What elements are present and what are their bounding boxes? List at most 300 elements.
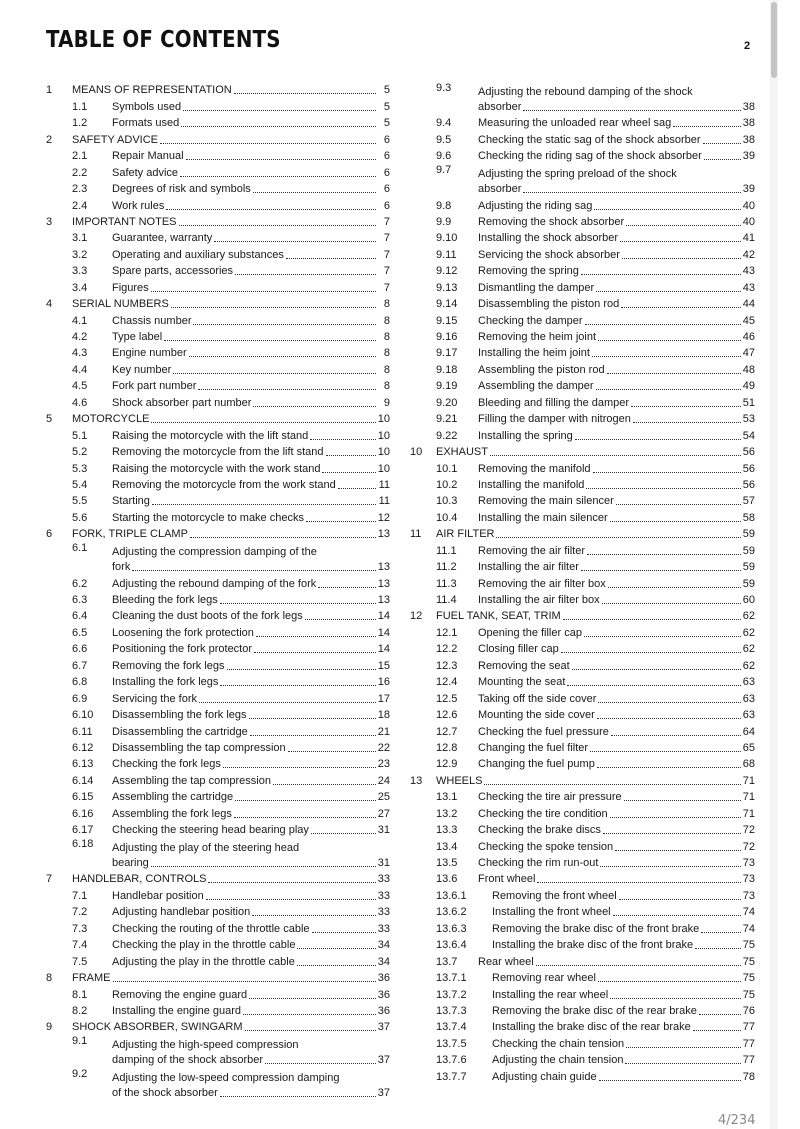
toc-entry[interactable] — [410, 1067, 755, 1083]
toc-leader-dots — [312, 932, 376, 933]
toc-entry-number: 13.4 — [436, 840, 458, 853]
toc-entry-number: 13.7 — [436, 955, 458, 968]
toc-entry-title-continued: absorber — [478, 100, 522, 113]
toc-entry[interactable] — [410, 360, 755, 376]
toc-leader-dots — [223, 767, 376, 768]
toc-leader-dots — [180, 176, 376, 177]
toc-entry-page: 23 — [377, 758, 390, 771]
toc-entry[interactable] — [410, 344, 755, 360]
toc-entry-title: Rear wheel — [478, 955, 534, 968]
scrollbar-thumb[interactable] — [771, 2, 777, 78]
toc-entry[interactable] — [410, 755, 755, 771]
toc-entry[interactable] — [410, 558, 755, 574]
toc-entry-title: Checking the play in the throttle cable — [112, 939, 296, 952]
toc-leader-dots — [536, 965, 741, 966]
toc-entry[interactable] — [46, 623, 390, 639]
toc-entry-page: 62 — [742, 643, 755, 656]
toc-entry-page: 33 — [377, 873, 390, 886]
toc-entry[interactable] — [46, 278, 390, 294]
toc-entry-title: Removing the fork legs — [112, 659, 225, 672]
toc-entry-title: Removing the brake disc of the rear brake — [492, 1004, 697, 1017]
toc-entry[interactable] — [46, 410, 390, 426]
toc-leader-dots — [695, 948, 741, 949]
toc-entry-title: Bleeding the fork legs — [112, 594, 218, 607]
toc-entry-title: Opening the filler cap — [478, 626, 582, 639]
toc-leader-dots — [523, 192, 740, 193]
toc-leader-dots — [631, 406, 741, 407]
toc-entry-title-continued: bearing — [112, 857, 149, 870]
toc-entry[interactable] — [46, 739, 390, 755]
toc-entry[interactable] — [410, 591, 755, 607]
toc-entry-number: 12.8 — [436, 741, 458, 754]
toc-entry[interactable] — [46, 130, 390, 146]
toc-entry-title: Removing the air filter — [478, 544, 585, 557]
toc-leader-dots — [206, 899, 376, 900]
toc-entry-page: 6 — [383, 183, 390, 196]
toc-entry-number: 4.4 — [72, 363, 88, 376]
toc-entry[interactable] — [410, 262, 755, 278]
toc-leader-dots — [613, 915, 741, 916]
toc-entry-page: 8 — [383, 314, 390, 327]
toc-entry-title: Removing the engine guard — [112, 988, 248, 1001]
toc-entry[interactable] — [410, 245, 755, 261]
toc-entry-title: Checking the damper — [478, 314, 583, 327]
toc-entry[interactable] — [46, 492, 390, 508]
toc-entry[interactable] — [410, 508, 755, 524]
toc-entry[interactable] — [46, 114, 390, 130]
toc-entry-page: 31 — [377, 824, 390, 837]
toc-entry-title-continued: fork — [112, 561, 131, 574]
toc-entry-page: 38 — [742, 133, 755, 146]
toc-entry-page: 77 — [742, 1054, 755, 1067]
toc-entry-number: 2.1 — [72, 150, 88, 163]
toc-entry[interactable] — [46, 147, 390, 163]
toc-entry[interactable] — [46, 591, 390, 607]
toc-entry[interactable] — [410, 163, 755, 196]
toc-entry[interactable] — [410, 1034, 755, 1050]
toc-entry[interactable] — [46, 607, 390, 623]
toc-entry-title: Adjusting the chain tension — [492, 1054, 624, 1067]
toc-entry-title: Measuring the unloaded rear wheel sag — [478, 117, 672, 130]
toc-entry[interactable] — [410, 1051, 755, 1067]
toc-entry-page: 13 — [377, 594, 390, 607]
toc-entry[interactable] — [410, 393, 755, 409]
toc-entry[interactable] — [46, 262, 390, 278]
toc-entry-title: Mounting the seat — [478, 676, 566, 689]
toc-entry-number: 7.1 — [72, 889, 88, 902]
toc-entry-page: 78 — [742, 1070, 755, 1083]
toc-entry-number: 6.11 — [72, 725, 93, 738]
toc-entry[interactable] — [410, 623, 755, 639]
toc-entry[interactable] — [410, 837, 755, 853]
toc-entry[interactable] — [410, 229, 755, 245]
toc-entry-title: Installing the air filter — [478, 561, 579, 574]
toc-entry-number: 11.4 — [436, 594, 457, 607]
toc-entry[interactable] — [410, 969, 755, 985]
toc-entry[interactable] — [46, 344, 390, 360]
toc-entry[interactable] — [410, 459, 755, 475]
toc-leader-dots — [193, 324, 376, 325]
toc-entry[interactable] — [46, 377, 390, 393]
toc-entry[interactable] — [410, 952, 755, 968]
toc-entry[interactable] — [410, 147, 755, 163]
toc-entry-title: EXHAUST — [436, 446, 488, 459]
toc-entry-title: Work rules — [112, 199, 165, 212]
toc-leader-dots — [598, 340, 741, 341]
toc-entry-title: Checking the static sag of the shock absorber — [478, 133, 701, 146]
toc-entry-number: 2.2 — [72, 166, 88, 179]
toc-entry-page: 63 — [742, 676, 755, 689]
toc-entry[interactable] — [410, 936, 755, 952]
toc-leader-dots — [619, 899, 741, 900]
toc-entry-title: Disassembling the cartridge — [112, 725, 248, 738]
page-title: TABLE OF CONTENTS — [46, 27, 281, 53]
toc-entry[interactable] — [410, 81, 755, 114]
toc-entry-page: 59 — [742, 544, 755, 557]
toc-leader-dots — [596, 291, 741, 292]
toc-entry-page: 11 — [378, 495, 390, 508]
toc-entry-number: 9.9 — [436, 215, 452, 228]
toc-entry-page: 56 — [742, 462, 755, 475]
toc-entry[interactable] — [410, 607, 755, 623]
toc-entry-page: 38 — [742, 100, 755, 113]
toc-entry-title-continued: damping of the shock absorber — [112, 1054, 264, 1067]
toc-entry[interactable] — [410, 722, 755, 738]
toc-entry-number: 13.7.3 — [436, 1004, 467, 1017]
toc-entry-title: Installing the front wheel — [492, 906, 611, 919]
toc-entry-title: Repair Manual — [112, 150, 184, 163]
toc-entry[interactable] — [46, 640, 390, 656]
toc-entry[interactable] — [410, 919, 755, 935]
toc-entry-title: Checking the spoke tension — [478, 840, 614, 853]
toc-entry-number: 9.17 — [436, 347, 458, 360]
toc-entry[interactable] — [46, 245, 390, 261]
toc-entry-number: 9.6 — [436, 150, 452, 163]
toc-entry[interactable] — [410, 525, 755, 541]
toc-entry-page: 71 — [742, 807, 755, 820]
toc-entry[interactable] — [410, 870, 755, 886]
toc-entry[interactable] — [46, 952, 390, 968]
toc-leader-dots — [490, 455, 741, 456]
toc-entry-number: 13.2 — [436, 807, 458, 820]
toc-entry[interactable] — [410, 311, 755, 327]
toc-entry-page: 56 — [742, 478, 755, 491]
toc-entry[interactable] — [410, 886, 755, 902]
toc-entry-page: 14 — [377, 610, 390, 623]
toc-entry-page: 73 — [742, 889, 755, 902]
toc-entry-title: Installing the main silencer — [478, 511, 608, 524]
toc-entry-title: Installing the manifold — [478, 478, 585, 491]
toc-entry-page: 8 — [383, 380, 390, 393]
toc-entry[interactable] — [410, 821, 755, 837]
toc-entry[interactable] — [410, 196, 755, 212]
toc-leader-dots — [594, 209, 740, 210]
toc-entry-page: 64 — [742, 725, 755, 738]
toc-entry-title: Spare parts, accessories — [112, 265, 234, 278]
toc-entry-number: 10.1 — [436, 462, 458, 475]
toc-entry-title: FUEL TANK, SEAT, TRIM — [436, 610, 561, 623]
toc-entry-number: 6.2 — [72, 577, 88, 590]
toc-entry-number: 5.6 — [72, 511, 88, 524]
toc-entry[interactable] — [46, 936, 390, 952]
toc-entry[interactable] — [410, 130, 755, 146]
toc-leader-dots — [673, 126, 741, 127]
toc-entry-title: Adjusting the rebound damping of the fork — [112, 577, 317, 590]
toc-entry-number: 13.6.4 — [436, 939, 467, 952]
toc-leader-dots — [318, 587, 376, 588]
toc-leader-dots — [572, 669, 741, 670]
toc-entry[interactable] — [410, 574, 755, 590]
toc-entry-page: 33 — [377, 906, 390, 919]
toc-entry[interactable] — [46, 541, 390, 574]
toc-entry[interactable] — [410, 443, 755, 459]
toc-leader-dots — [603, 833, 741, 834]
toc-entry-page: 14 — [377, 626, 390, 639]
toc-entry-page: 73 — [742, 857, 755, 870]
toc-entry-number: 6.9 — [72, 692, 88, 705]
toc-leader-dots — [173, 373, 376, 374]
toc-entry[interactable] — [410, 903, 755, 919]
toc-entry[interactable] — [46, 229, 390, 245]
toc-entry-page: 43 — [742, 281, 755, 294]
toc-entry[interactable] — [46, 1018, 390, 1034]
toc-entry-page: 6 — [383, 150, 390, 163]
toc-entry[interactable] — [46, 706, 390, 722]
toc-entry-title: Disassembling the fork legs — [112, 709, 247, 722]
toc-entry[interactable] — [46, 788, 390, 804]
toc-entry[interactable] — [410, 476, 755, 492]
toc-entry-title: Installing the engine guard — [112, 1004, 242, 1017]
toc-entry-number: 13.6.1 — [436, 889, 467, 902]
toc-entry-number: 13 — [410, 774, 423, 787]
toc-entry[interactable] — [46, 755, 390, 771]
toc-entry[interactable] — [46, 689, 390, 705]
toc-entry[interactable] — [46, 969, 390, 985]
toc-entry[interactable] — [46, 656, 390, 672]
toc-entry[interactable] — [46, 443, 390, 459]
toc-entry-number: 9.10 — [436, 232, 458, 245]
toc-entry[interactable] — [410, 985, 755, 1001]
toc-leader-dots — [633, 422, 741, 423]
toc-entry-page: 62 — [742, 626, 755, 639]
toc-entry-title: Adjusting the rebound damping of the shock — [478, 85, 693, 98]
toc-entry[interactable] — [410, 492, 755, 508]
scrollbar-track[interactable] — [770, 0, 778, 1129]
toc-entry[interactable] — [46, 328, 390, 344]
toc-leader-dots — [151, 291, 376, 292]
toc-entry-page: 59 — [742, 577, 755, 590]
toc-entry-page: 48 — [742, 363, 755, 376]
toc-entry-number: 9.15 — [436, 314, 458, 327]
toc-entry-title: MEANS OF REPRESENTATION — [72, 84, 232, 97]
toc-entry[interactable] — [46, 360, 390, 376]
toc-entry[interactable] — [46, 821, 390, 837]
toc-entry[interactable] — [46, 1067, 390, 1100]
toc-entry[interactable] — [410, 656, 755, 672]
toc-leader-dots — [305, 619, 376, 620]
toc-entry[interactable] — [46, 673, 390, 689]
toc-leader-dots — [220, 1096, 376, 1097]
toc-leader-dots — [596, 389, 741, 390]
toc-leader-dots — [610, 817, 741, 818]
toc-entry[interactable] — [46, 886, 390, 902]
toc-entry-title: Checking the tire air pressure — [478, 791, 622, 804]
toc-entry[interactable] — [46, 574, 390, 590]
toc-entry-title: Installing the spring — [478, 429, 573, 442]
toc-entry[interactable] — [46, 180, 390, 196]
toc-entry-page: 75 — [742, 972, 755, 985]
toc-entry-number: 9.19 — [436, 380, 458, 393]
toc-entry-number: 1.2 — [72, 117, 88, 130]
toc-entry[interactable] — [46, 525, 390, 541]
toc-entry[interactable] — [46, 393, 390, 409]
toc-entry[interactable] — [410, 1002, 755, 1018]
toc-entry[interactable] — [410, 295, 755, 311]
toc-leader-dots — [250, 735, 376, 736]
toc-entry[interactable] — [410, 541, 755, 557]
toc-entry-number: 2 — [46, 133, 53, 146]
toc-entry-number: 3.3 — [72, 265, 88, 278]
toc-entry-title: Operating and auxiliary substances — [112, 248, 284, 261]
toc-entry-number: 13.7.1 — [436, 972, 467, 985]
toc-entry[interactable] — [410, 1018, 755, 1034]
toc-leader-dots — [220, 603, 376, 604]
toc-entry[interactable] — [46, 903, 390, 919]
toc-entry-page: 77 — [742, 1037, 755, 1050]
toc-entry[interactable] — [46, 804, 390, 820]
toc-entry[interactable] — [410, 673, 755, 689]
toc-leader-dots — [610, 521, 741, 522]
toc-entry[interactable] — [410, 426, 755, 442]
toc-entry-title: Installing the rear wheel — [492, 988, 609, 1001]
toc-entry-title: Removing rear wheel — [492, 972, 596, 985]
toc-entry[interactable] — [46, 311, 390, 327]
toc-entry[interactable] — [46, 97, 390, 113]
toc-entry-number: 5.1 — [72, 429, 88, 442]
toc-entry-number: 3.2 — [72, 248, 88, 261]
toc-leader-dots — [496, 537, 740, 538]
toc-entry-number: 13.6.2 — [436, 906, 467, 919]
toc-entry-title: Disassembling the piston rod — [478, 298, 620, 311]
toc-entry-number: 10.3 — [436, 495, 458, 508]
toc-leader-dots — [704, 159, 741, 160]
toc-entry-title: Assembling the piston rod — [478, 363, 605, 376]
toc-entry-number: 6.16 — [72, 807, 94, 820]
toc-entry[interactable] — [46, 213, 390, 229]
toc-entry-page: 13 — [377, 528, 390, 541]
toc-entry-number: 9.18 — [436, 363, 458, 376]
toc-entry[interactable] — [410, 771, 755, 787]
toc-entry-title: Servicing the fork — [112, 692, 197, 705]
toc-entry-number: 11 — [410, 528, 422, 541]
toc-entry[interactable] — [410, 706, 755, 722]
toc-entry-page: 56 — [742, 446, 755, 459]
toc-leader-dots — [599, 1080, 741, 1081]
toc-entry-title: Removing the seat — [478, 659, 570, 672]
toc-entry[interactable] — [410, 114, 755, 130]
toc-entry[interactable] — [46, 1002, 390, 1018]
toc-entry[interactable] — [410, 410, 755, 426]
toc-entry[interactable] — [410, 854, 755, 870]
toc-entry-number: 13.7.2 — [436, 988, 467, 1001]
toc-entry-page: 36 — [377, 1004, 390, 1017]
toc-entry[interactable] — [410, 278, 755, 294]
toc-entry[interactable] — [410, 689, 755, 705]
toc-entry[interactable] — [46, 196, 390, 212]
toc-entry-title: FORK, TRIPLE CLAMP — [72, 528, 188, 541]
toc-entry-number: 11.1 — [436, 544, 457, 557]
toc-entry[interactable] — [46, 508, 390, 524]
toc-entry[interactable] — [46, 81, 390, 97]
toc-entry[interactable] — [410, 377, 755, 393]
toc-entry-title: Removing the motorcycle from the work stand — [112, 478, 336, 491]
toc-leader-dots — [256, 636, 376, 637]
toc-entry-page: 62 — [742, 610, 755, 623]
toc-entry-number: 5 — [46, 413, 53, 426]
toc-entry[interactable] — [410, 739, 755, 755]
toc-entry[interactable] — [46, 163, 390, 179]
toc-entry-title: Formats used — [112, 117, 180, 130]
toc-entry-title: Adjusting the play in the throttle cable — [112, 955, 295, 968]
toc-entry[interactable] — [46, 722, 390, 738]
toc-entry-page: 47 — [742, 347, 755, 360]
toc-leader-dots — [245, 1030, 376, 1031]
toc-entry-page: 8 — [383, 347, 390, 360]
toc-entry[interactable] — [46, 985, 390, 1001]
toc-entry-page: 72 — [742, 840, 755, 853]
toc-entry-number: 4.6 — [72, 396, 88, 409]
toc-entry[interactable] — [410, 788, 755, 804]
toc-entry-title: Assembling the tap compression — [112, 774, 271, 787]
toc-entry[interactable] — [410, 213, 755, 229]
toc-entry-title: Filling the damper with nitrogen — [478, 413, 631, 426]
toc-entry[interactable] — [46, 870, 390, 886]
toc-entry[interactable] — [410, 328, 755, 344]
toc-entry-number: 9.7 — [436, 164, 452, 177]
toc-entry[interactable] — [46, 476, 390, 492]
toc-entry-title: Removing the motorcycle from the lift stand — [112, 446, 324, 459]
toc-entry[interactable] — [46, 426, 390, 442]
toc-leader-dots — [597, 767, 741, 768]
toc-entry[interactable] — [46, 459, 390, 475]
toc-entry[interactable] — [46, 771, 390, 787]
toc-entry[interactable] — [46, 1034, 390, 1067]
toc-entry-number: 9.12 — [436, 265, 458, 278]
toc-entry-title: Raising the motorcycle with the lift stand — [112, 429, 309, 442]
toc-entry[interactable] — [46, 295, 390, 311]
toc-entry-page: 57 — [742, 495, 755, 508]
toc-entry-title: Adjusting chain guide — [492, 1070, 597, 1083]
toc-entry-number: 2.3 — [72, 183, 88, 196]
toc-leader-dots — [620, 241, 741, 242]
toc-entry-page: 10 — [377, 462, 390, 475]
toc-entry-number: 7 — [46, 873, 53, 886]
toc-entry[interactable] — [410, 804, 755, 820]
toc-leader-dots — [602, 603, 741, 604]
toc-entry[interactable] — [46, 919, 390, 935]
toc-entry-number: 9.8 — [436, 199, 452, 212]
toc-entry-number: 8 — [46, 972, 53, 985]
toc-leader-dots — [584, 636, 741, 637]
toc-entry-title: Installing the shock absorber — [478, 232, 619, 245]
toc-entry-number: 4.1 — [72, 314, 88, 327]
toc-entry-page: 65 — [742, 741, 755, 754]
toc-entry-page: 73 — [742, 873, 755, 886]
toc-entry-number: 6.14 — [72, 774, 94, 787]
toc-leader-dots — [598, 981, 741, 982]
toc-entry[interactable] — [46, 837, 390, 870]
toc-entry[interactable] — [410, 640, 755, 656]
